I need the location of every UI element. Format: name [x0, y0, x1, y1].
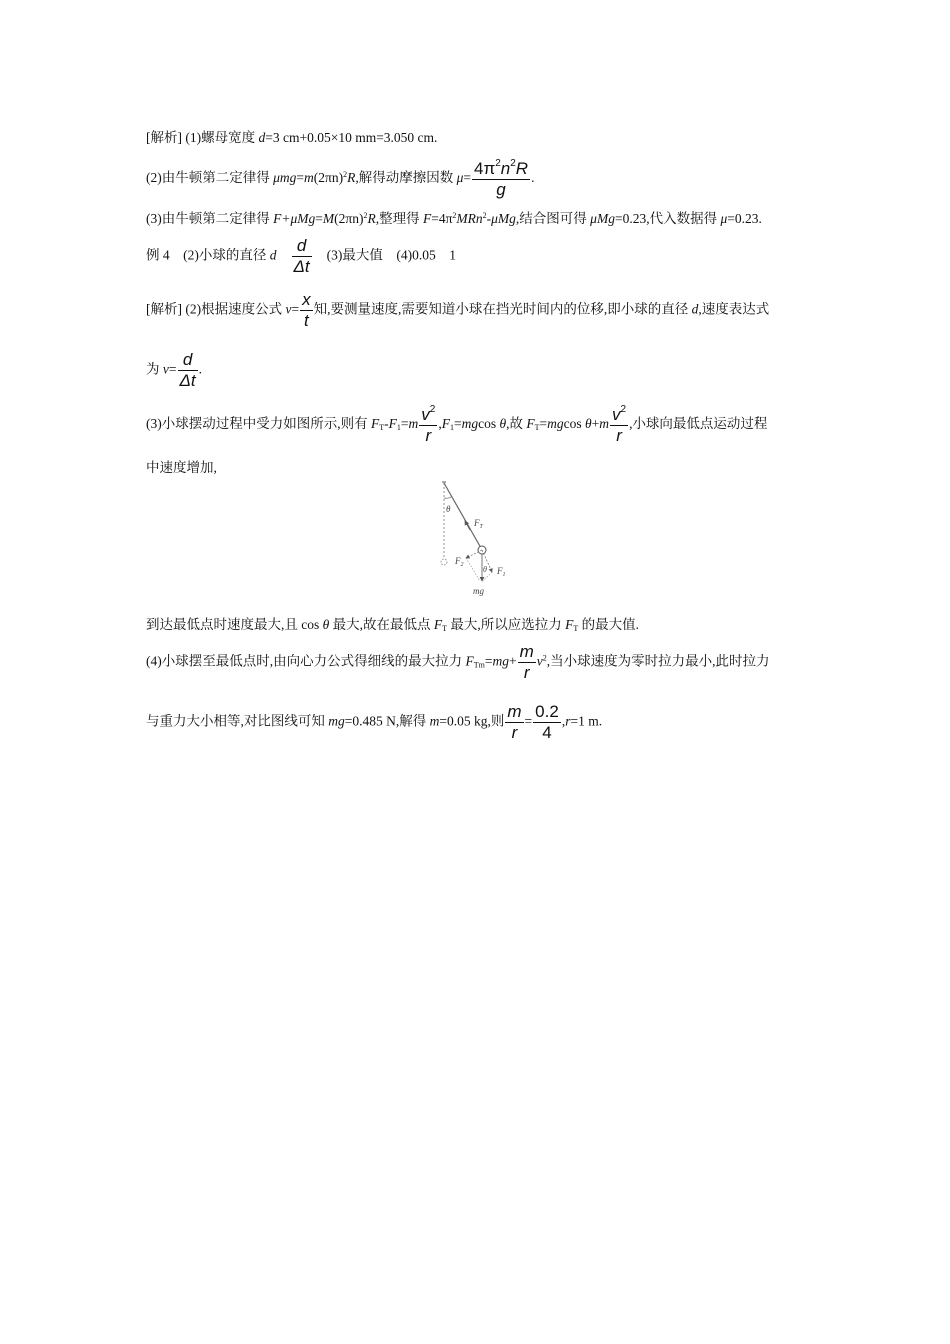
fraction-denominator: r [616, 425, 622, 445]
var: R [347, 170, 356, 186]
subscript: Tm [473, 660, 485, 670]
fraction [518, 642, 536, 683]
text: + [591, 416, 600, 432]
fraction-numerator [472, 158, 530, 180]
text: =0.23. [727, 211, 762, 226]
text: . [198, 361, 203, 377]
example-4-answer [146, 236, 456, 277]
text: (3)由牛顿第二定律得 [146, 211, 274, 226]
solution-line-2 [146, 158, 534, 200]
text: ,当小球速度为零时拉力最小,此时拉力 [546, 653, 770, 669]
var: μMg [590, 211, 615, 226]
var: F [422, 211, 432, 226]
text: ,整理得 [375, 211, 423, 226]
text: = [168, 361, 177, 377]
superscript: 2 [429, 404, 436, 415]
var: F [565, 617, 574, 632]
subscript: T [534, 423, 540, 433]
solution-line-9 [146, 618, 639, 633]
fraction [533, 702, 561, 743]
superscript: 2 [495, 158, 501, 169]
text: = [524, 713, 533, 729]
text: , [438, 416, 442, 432]
fraction-denominator: Δt [179, 370, 196, 390]
fraction-numerator: m [519, 642, 534, 661]
text: = [484, 653, 493, 669]
text: (2πn) [313, 170, 344, 186]
fraction-denominator: 4 [542, 722, 552, 742]
text: (2)由牛顿第二定律得 [146, 170, 274, 186]
var: F+μMg [273, 211, 316, 226]
text: 中速度增加, [146, 460, 217, 475]
theta-arc [444, 496, 452, 498]
superscript: 2 [510, 158, 516, 169]
fraction [419, 404, 437, 446]
text: 例 4 (2)小球的直径 [146, 247, 270, 263]
var: μMg [491, 211, 516, 226]
text: 最大,故在最低点 [329, 617, 434, 632]
text: =0.485 N,解得 [344, 713, 430, 729]
var: d [269, 247, 277, 263]
var: μmg [273, 170, 297, 186]
var: θ [322, 617, 330, 632]
fraction [472, 158, 530, 200]
text: cos [478, 416, 500, 432]
var: F [388, 416, 397, 432]
var: μ [456, 170, 464, 186]
superscript: 2 [542, 653, 547, 663]
superscript: 2 [343, 170, 348, 180]
solution-line-6 [146, 350, 202, 391]
parallelogram-line [466, 558, 480, 581]
fraction-denominator: g [496, 179, 506, 199]
subscript: 1 [449, 423, 454, 433]
var-d: d [258, 130, 266, 145]
text: ,解得动摩擦因数 [355, 170, 457, 186]
solution-line-5 [146, 290, 769, 331]
text: 为 [146, 361, 163, 377]
text: [解析] (2)根据速度公式 [146, 301, 286, 317]
text: , [561, 713, 566, 729]
gravity-label: mg [473, 586, 484, 596]
fraction-numerator: d [178, 350, 198, 371]
text: = [539, 416, 548, 432]
var: M [322, 211, 335, 226]
var: μ [720, 211, 728, 226]
subscript: T [442, 624, 448, 633]
text: =0.05 kg,则 [439, 713, 505, 729]
var: n [500, 159, 511, 178]
subscript: T [573, 624, 579, 633]
superscript: 2 [620, 404, 627, 415]
text: =0.23,代入数据得 [614, 211, 721, 226]
fraction-denominator: r [511, 722, 518, 742]
text: =3 cm+0.05×10 mm=3.050 cm. [265, 130, 438, 145]
var: v [285, 301, 292, 317]
tension-label: $F_T$ [474, 518, 483, 530]
text: ,故 [506, 416, 527, 432]
text: - [384, 416, 389, 432]
solution-line-10 [146, 642, 770, 683]
fraction [292, 236, 312, 277]
text: 的最大值. [578, 617, 640, 632]
pendulum-force-diagram [430, 478, 530, 600]
fraction-numerator [419, 404, 437, 426]
var: R [367, 211, 376, 226]
var: MRn [456, 211, 483, 226]
fraction-denominator: r [523, 662, 530, 682]
fraction [505, 702, 523, 743]
var: v [162, 361, 169, 377]
fraction [610, 404, 628, 446]
text: 与重力大小相等,对比图线可知 [146, 713, 329, 729]
fraction-denominator: r [425, 425, 432, 445]
text: ,结合图可得 [515, 211, 591, 226]
superscript: 2 [363, 211, 368, 220]
theta-mid-label: θ [483, 565, 487, 574]
var: r [565, 713, 571, 729]
text: - [486, 211, 492, 226]
var: mg [547, 416, 564, 432]
text: = [315, 211, 323, 226]
text: [解析] (1)螺母宽度 [146, 130, 259, 145]
text: 到达最低点时速度最大,且 cos [146, 617, 323, 632]
text: 知,要测量速度,需要知道小球在挡光时间内的位移,即小球的直径 [313, 301, 692, 317]
text: (2πn) [334, 211, 364, 226]
var: m [408, 416, 419, 432]
f2-label: $F_2$ [455, 556, 464, 568]
solution-line-1 [146, 131, 437, 145]
text: (3)最大值 (4)0.05 1 [326, 247, 456, 263]
superscript: 2 [452, 211, 457, 220]
fraction-denominator: t [303, 310, 309, 330]
text: = [296, 170, 305, 186]
var: θ [499, 416, 507, 432]
f1-label: $F_1$ [497, 566, 506, 578]
text: =1 m. [570, 713, 603, 729]
text: . [531, 170, 535, 186]
var: v [421, 405, 430, 424]
var: F [441, 416, 450, 432]
solution-line-8 [146, 461, 217, 475]
superscript: 2 [482, 211, 487, 220]
text: = [463, 170, 471, 186]
text: (3)小球摆动过程中受力如图所示,则有 [146, 416, 371, 432]
var: m [429, 713, 440, 729]
var: mg [461, 416, 479, 432]
fraction-numerator [610, 404, 628, 426]
tension-arrow [465, 521, 470, 530]
text: 4π [474, 159, 496, 178]
string-line [444, 483, 481, 548]
fraction [300, 290, 313, 331]
var: R [515, 159, 529, 178]
var: F [371, 416, 380, 432]
text: = [400, 416, 409, 432]
subscript: T [379, 423, 385, 433]
var: mg [492, 653, 509, 669]
text: (4)小球摆至最低点时,由向心力公式得细线的最大拉力 [146, 653, 466, 669]
var: mg [328, 713, 345, 729]
solution-line-7 [146, 404, 767, 446]
fraction [178, 350, 198, 391]
var: F [465, 653, 474, 669]
text: cos [563, 416, 585, 432]
fraction-denominator: Δt [293, 256, 310, 276]
var: m [304, 170, 314, 186]
solution-line-11 [146, 702, 602, 743]
fraction-numerator: d [292, 236, 312, 257]
text: = [291, 301, 300, 317]
text: = [453, 416, 462, 432]
subscript: 1 [396, 423, 401, 433]
fraction-numerator: m [507, 702, 522, 721]
var: F [526, 416, 535, 432]
text: + [508, 653, 517, 669]
fraction-numerator: x [302, 290, 311, 309]
var: v [612, 405, 621, 424]
text: 最大,所以应选拉力 [447, 617, 566, 632]
solution-line-3 [146, 212, 762, 226]
var: v [536, 653, 543, 669]
lowest-point-circle [441, 559, 447, 565]
theta-top-label: θ [446, 504, 451, 514]
var: θ [584, 416, 592, 432]
text: ,小球向最低点运动过程 [629, 416, 768, 432]
var: m [599, 416, 609, 432]
text: ,速度表达式 [698, 301, 770, 317]
text: =4π [431, 211, 453, 226]
var: d [691, 301, 699, 317]
var: F [433, 617, 443, 632]
fraction-numerator: 0.2 [535, 702, 559, 721]
